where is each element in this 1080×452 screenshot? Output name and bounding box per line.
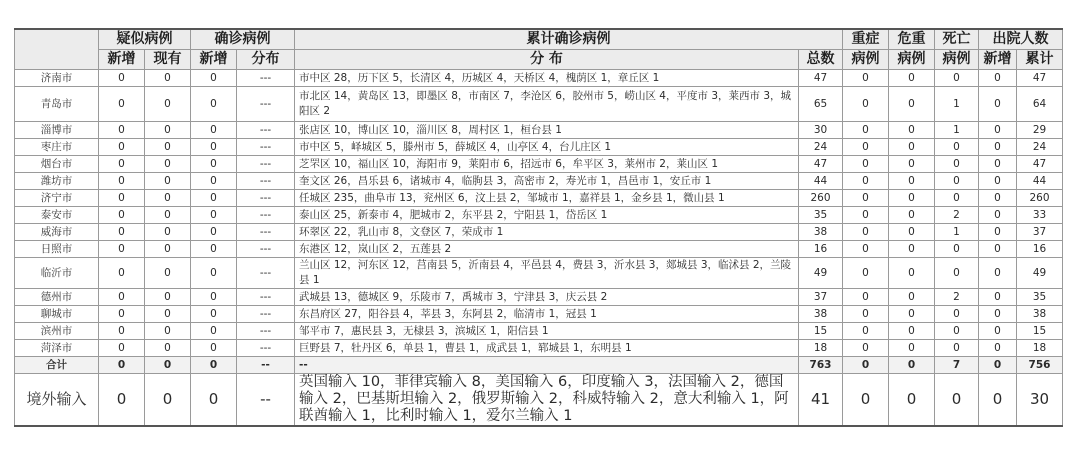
suspected-new: 0 — [99, 207, 145, 224]
discharged-new: 0 — [979, 241, 1017, 258]
district-distribution: 英国输入 10，菲律宾输入 8，美国输入 6，印度输入 3，法国输入 2，德国输入 2，巴基斯坦输入 2，俄罗斯输入 2，科威特输入 2，意大利输入 1，阿联酋输入 1，比利时输入 1，爱尔兰输入 1 — [295, 374, 799, 427]
confirmed-distribution: --- — [237, 340, 295, 357]
district-distribution: 邹平市 7，惠民县 3，无棣县 3，滨城区 1，阳信县 1 — [295, 323, 799, 340]
city-name: 境外输入 — [15, 374, 99, 427]
severe-cases: 0 — [843, 87, 889, 122]
discharged-cumulative: 49 — [1017, 258, 1063, 289]
death-cases: 0 — [935, 340, 979, 357]
discharged-cumulative: 24 — [1017, 139, 1063, 156]
city-name: 泰安市 — [15, 207, 99, 224]
header-death: 死亡 — [935, 29, 979, 50]
death-cases: 0 — [935, 156, 979, 173]
critical-cases: 0 — [889, 87, 935, 122]
cumulative-total: 16 — [799, 241, 843, 258]
discharged-cumulative: 15 — [1017, 323, 1063, 340]
table-row — [15, 241, 1063, 258]
city-name: 枣庄市 — [15, 139, 99, 156]
table-row — [15, 323, 1063, 340]
suspected-current: 0 — [145, 306, 191, 323]
suspected-current: 0 — [145, 374, 191, 427]
covid-stats-table — [14, 28, 1063, 427]
critical-cases: 0 — [889, 70, 935, 87]
confirmed-distribution: --- — [237, 122, 295, 139]
city-name: 淄博市 — [15, 122, 99, 139]
cumulative-total: 15 — [799, 323, 843, 340]
discharged-new: 0 — [979, 258, 1017, 289]
suspected-current: 0 — [145, 122, 191, 139]
suspected-new: 0 — [99, 306, 145, 323]
suspected-new: 0 — [99, 70, 145, 87]
city-name: 青岛市 — [15, 87, 99, 122]
severe-cases: 0 — [843, 156, 889, 173]
subheader-confirmed-distribution: 分布 — [237, 50, 295, 70]
discharged-new: 0 — [979, 156, 1017, 173]
city-name: 聊城市 — [15, 306, 99, 323]
discharged-cumulative: 35 — [1017, 289, 1063, 306]
district-distribution: 武城县 13，德城区 9，乐陵市 7，禹城市 3，宁津县 3，庆云县 2 — [295, 289, 799, 306]
discharged-new: 0 — [979, 224, 1017, 241]
suspected-current: 0 — [145, 258, 191, 289]
discharged-cumulative: 30 — [1017, 374, 1063, 427]
city-name: 滨州市 — [15, 323, 99, 340]
city-name: 德州市 — [15, 289, 99, 306]
suspected-new: 0 — [99, 258, 145, 289]
confirmed-distribution: --- — [237, 139, 295, 156]
table-row — [15, 258, 1063, 289]
severe-cases: 0 — [843, 173, 889, 190]
death-cases: 0 — [935, 306, 979, 323]
imported-cases-row — [15, 374, 1063, 427]
cumulative-total: 37 — [799, 289, 843, 306]
suspected-current: 0 — [145, 323, 191, 340]
critical-cases: 0 — [889, 306, 935, 323]
critical-cases: 0 — [889, 173, 935, 190]
discharged-cumulative: 37 — [1017, 224, 1063, 241]
discharged-new: 0 — [979, 122, 1017, 139]
discharged-new: 0 — [979, 289, 1017, 306]
cumulative-total: 44 — [799, 173, 843, 190]
confirmed-distribution: --- — [237, 190, 295, 207]
severe-cases: 0 — [843, 306, 889, 323]
discharged-new: 0 — [979, 374, 1017, 427]
severe-cases: 0 — [843, 357, 889, 374]
confirmed-new: 0 — [191, 87, 237, 122]
city-name: 潍坊市 — [15, 173, 99, 190]
suspected-current: 0 — [145, 139, 191, 156]
table-row — [15, 173, 1063, 190]
critical-cases: 0 — [889, 207, 935, 224]
suspected-new: 0 — [99, 374, 145, 427]
district-distribution: -- — [295, 357, 799, 374]
district-distribution: 泰山区 25，新泰市 4，肥城市 2，东平县 2，宁阳县 1，岱岳区 1 — [295, 207, 799, 224]
total-row — [15, 357, 1063, 374]
header-cumulative: 累计确诊病例 — [295, 29, 843, 50]
critical-cases: 0 — [889, 224, 935, 241]
table-row — [15, 122, 1063, 139]
suspected-current: 0 — [145, 207, 191, 224]
table-row — [15, 156, 1063, 173]
discharged-cumulative: 29 — [1017, 122, 1063, 139]
cumulative-total: 260 — [799, 190, 843, 207]
suspected-new: 0 — [99, 323, 145, 340]
confirmed-new: 0 — [191, 224, 237, 241]
critical-cases: 0 — [889, 190, 935, 207]
table-row — [15, 87, 1063, 122]
suspected-new: 0 — [99, 224, 145, 241]
critical-cases: 0 — [889, 241, 935, 258]
death-cases: 0 — [935, 190, 979, 207]
severe-cases: 0 — [843, 122, 889, 139]
city-name: 菏泽市 — [15, 340, 99, 357]
cumulative-total: 38 — [799, 306, 843, 323]
confirmed-new: 0 — [191, 374, 237, 427]
cumulative-total: 24 — [799, 139, 843, 156]
district-distribution: 市北区 14，黄岛区 13，即墨区 8，市南区 7，李沧区 6，胶州市 5，崂山区 4，平度市 3，莱西市 3，城阳区 2 — [295, 87, 799, 122]
suspected-current: 0 — [145, 241, 191, 258]
critical-cases: 0 — [889, 156, 935, 173]
discharged-new: 0 — [979, 139, 1017, 156]
severe-cases: 0 — [843, 258, 889, 289]
confirmed-distribution: --- — [237, 156, 295, 173]
subheader-severe-cases: 病例 — [843, 50, 889, 70]
severe-cases: 0 — [843, 374, 889, 427]
city-name: 临沂市 — [15, 258, 99, 289]
discharged-new: 0 — [979, 306, 1017, 323]
confirmed-new: 0 — [191, 258, 237, 289]
district-distribution: 市中区 5，峄城区 5，滕州市 5，薛城区 4，山亭区 4，台儿庄区 1 — [295, 139, 799, 156]
death-cases: 2 — [935, 289, 979, 306]
table-row — [15, 306, 1063, 323]
suspected-current: 0 — [145, 173, 191, 190]
cumulative-total: 49 — [799, 258, 843, 289]
district-distribution: 任城区 235，曲阜市 13，兖州区 6，汶上县 2，邹城市 1，嘉祥县 1，金乡县 1，微山县 1 — [295, 190, 799, 207]
death-cases: 1 — [935, 224, 979, 241]
cumulative-total: 65 — [799, 87, 843, 122]
death-cases: 0 — [935, 374, 979, 427]
confirmed-new: 0 — [191, 190, 237, 207]
discharged-cumulative: 64 — [1017, 87, 1063, 122]
suspected-new: 0 — [99, 357, 145, 374]
confirmed-new: 0 — [191, 139, 237, 156]
district-distribution: 奎文区 26，昌乐县 6，诸城市 4，临朐县 3，高密市 2，寿光市 1，昌邑市 1，安丘市 1 — [295, 173, 799, 190]
confirmed-distribution: --- — [237, 258, 295, 289]
confirmed-new: 0 — [191, 156, 237, 173]
suspected-current: 0 — [145, 289, 191, 306]
cumulative-total: 30 — [799, 122, 843, 139]
critical-cases: 0 — [889, 122, 935, 139]
header-severe: 重症 — [843, 29, 889, 50]
critical-cases: 0 — [889, 374, 935, 427]
death-cases: 0 — [935, 70, 979, 87]
city-name: 烟台市 — [15, 156, 99, 173]
cumulative-total: 41 — [799, 374, 843, 427]
table-row — [15, 70, 1063, 87]
confirmed-distribution: --- — [237, 224, 295, 241]
severe-cases: 0 — [843, 139, 889, 156]
confirmed-distribution: --- — [237, 87, 295, 122]
confirmed-distribution: --- — [237, 207, 295, 224]
death-cases: 1 — [935, 87, 979, 122]
confirmed-distribution: --- — [237, 241, 295, 258]
table-row — [15, 289, 1063, 306]
header-suspected: 疑似病例 — [99, 29, 191, 50]
cumulative-total: 47 — [799, 70, 843, 87]
severe-cases: 0 — [843, 70, 889, 87]
discharged-new: 0 — [979, 207, 1017, 224]
subheader-discharged-new: 新增 — [979, 50, 1017, 70]
subheader-discharged-cumulative: 累计 — [1017, 50, 1063, 70]
cumulative-total: 38 — [799, 224, 843, 241]
discharged-cumulative: 260 — [1017, 190, 1063, 207]
suspected-new: 0 — [99, 173, 145, 190]
header-critical: 危重 — [889, 29, 935, 50]
critical-cases: 0 — [889, 289, 935, 306]
discharged-cumulative: 47 — [1017, 156, 1063, 173]
header-confirmed: 确诊病例 — [191, 29, 295, 50]
critical-cases: 0 — [889, 139, 935, 156]
district-distribution: 东昌府区 27，阳谷县 4，莘县 3，东阿县 2，临清市 1，冠县 1 — [295, 306, 799, 323]
confirmed-distribution: --- — [237, 306, 295, 323]
district-distribution: 市中区 28，历下区 5，长清区 4，历城区 4，天桥区 4，槐荫区 1，章丘区 1 — [295, 70, 799, 87]
suspected-new: 0 — [99, 122, 145, 139]
discharged-cumulative: 18 — [1017, 340, 1063, 357]
discharged-new: 0 — [979, 357, 1017, 374]
confirmed-new: 0 — [191, 357, 237, 374]
covid-stats-table-container — [14, 28, 1058, 427]
confirmed-new: 0 — [191, 306, 237, 323]
district-distribution: 兰山区 12，河东区 12，莒南县 5，沂南县 4，平邑县 4，费县 3，沂水县 3，郯城县 3，临沭县 2，兰陵县 1 — [295, 258, 799, 289]
confirmed-new: 0 — [191, 323, 237, 340]
district-distribution: 东港区 12，岚山区 2，五莲县 2 — [295, 241, 799, 258]
severe-cases: 0 — [843, 190, 889, 207]
confirmed-new: 0 — [191, 70, 237, 87]
district-distribution: 巨野县 7，牡丹区 6，单县 1，曹县 1，成武县 1，郓城县 1，东明县 1 — [295, 340, 799, 357]
suspected-current: 0 — [145, 357, 191, 374]
confirmed-new: 0 — [191, 340, 237, 357]
suspected-new: 0 — [99, 87, 145, 122]
critical-cases: 0 — [889, 357, 935, 374]
confirmed-new: 0 — [191, 241, 237, 258]
death-cases: 0 — [935, 258, 979, 289]
city-name: 济宁市 — [15, 190, 99, 207]
suspected-current: 0 — [145, 87, 191, 122]
confirmed-distribution: -- — [237, 357, 295, 374]
subheader-death-cases: 病例 — [935, 50, 979, 70]
suspected-new: 0 — [99, 139, 145, 156]
confirmed-distribution: --- — [237, 289, 295, 306]
suspected-current: 0 — [145, 156, 191, 173]
suspected-current: 0 — [145, 70, 191, 87]
header-region — [15, 29, 99, 70]
table-row — [15, 207, 1063, 224]
discharged-new: 0 — [979, 323, 1017, 340]
death-cases: 2 — [935, 207, 979, 224]
subheader-confirmed-new: 新增 — [191, 50, 237, 70]
severe-cases: 0 — [843, 340, 889, 357]
discharged-cumulative: 33 — [1017, 207, 1063, 224]
death-cases: 0 — [935, 323, 979, 340]
confirmed-new: 0 — [191, 207, 237, 224]
death-cases: 0 — [935, 139, 979, 156]
death-cases: 7 — [935, 357, 979, 374]
confirmed-new: 0 — [191, 173, 237, 190]
subheader-suspected-new: 新增 — [99, 50, 145, 70]
discharged-new: 0 — [979, 173, 1017, 190]
confirmed-new: 0 — [191, 122, 237, 139]
city-name: 合计 — [15, 357, 99, 374]
severe-cases: 0 — [843, 207, 889, 224]
critical-cases: 0 — [889, 323, 935, 340]
critical-cases: 0 — [889, 340, 935, 357]
discharged-cumulative: 38 — [1017, 306, 1063, 323]
discharged-cumulative: 47 — [1017, 70, 1063, 87]
severe-cases: 0 — [843, 224, 889, 241]
suspected-current: 0 — [145, 224, 191, 241]
city-name: 济南市 — [15, 70, 99, 87]
discharged-cumulative: 756 — [1017, 357, 1063, 374]
table-row — [15, 139, 1063, 156]
suspected-current: 0 — [145, 340, 191, 357]
critical-cases: 0 — [889, 258, 935, 289]
discharged-new: 0 — [979, 340, 1017, 357]
district-distribution: 张店区 10，博山区 10，淄川区 8，周村区 1，桓台县 1 — [295, 122, 799, 139]
confirmed-distribution: --- — [237, 173, 295, 190]
cumulative-total: 35 — [799, 207, 843, 224]
discharged-new: 0 — [979, 190, 1017, 207]
cumulative-total: 47 — [799, 156, 843, 173]
confirmed-distribution: --- — [237, 70, 295, 87]
discharged-cumulative: 16 — [1017, 241, 1063, 258]
district-distribution: 芝罘区 10，福山区 10，海阳市 9，莱阳市 6，招远市 6，牟平区 3，莱州市 2，莱山区 1 — [295, 156, 799, 173]
severe-cases: 0 — [843, 289, 889, 306]
table-body — [15, 70, 1063, 427]
suspected-new: 0 — [99, 190, 145, 207]
suspected-new: 0 — [99, 241, 145, 258]
cumulative-total: 18 — [799, 340, 843, 357]
death-cases: 0 — [935, 173, 979, 190]
confirmed-distribution: --- — [237, 323, 295, 340]
confirmed-new: 0 — [191, 289, 237, 306]
discharged-new: 0 — [979, 70, 1017, 87]
death-cases: 0 — [935, 241, 979, 258]
subheader-cumulative-total: 总数 — [799, 50, 843, 70]
table-row — [15, 340, 1063, 357]
suspected-new: 0 — [99, 340, 145, 357]
district-distribution: 环翠区 22，乳山市 8，文登区 7，荣成市 1 — [295, 224, 799, 241]
suspected-new: 0 — [99, 289, 145, 306]
cumulative-total: 763 — [799, 357, 843, 374]
confirmed-distribution: -- — [237, 374, 295, 427]
city-name: 日照市 — [15, 241, 99, 258]
subheader-critical-cases: 病例 — [889, 50, 935, 70]
table-row — [15, 224, 1063, 241]
subheader-suspected-current: 现有 — [145, 50, 191, 70]
discharged-new: 0 — [979, 87, 1017, 122]
severe-cases: 0 — [843, 241, 889, 258]
suspected-current: 0 — [145, 190, 191, 207]
severe-cases: 0 — [843, 323, 889, 340]
discharged-cumulative: 44 — [1017, 173, 1063, 190]
subheader-cumulative-distribution: 分 布 — [295, 50, 799, 70]
suspected-new: 0 — [99, 156, 145, 173]
table-row — [15, 190, 1063, 207]
death-cases: 1 — [935, 122, 979, 139]
city-name: 威海市 — [15, 224, 99, 241]
header-discharged: 出院人数 — [979, 29, 1063, 50]
